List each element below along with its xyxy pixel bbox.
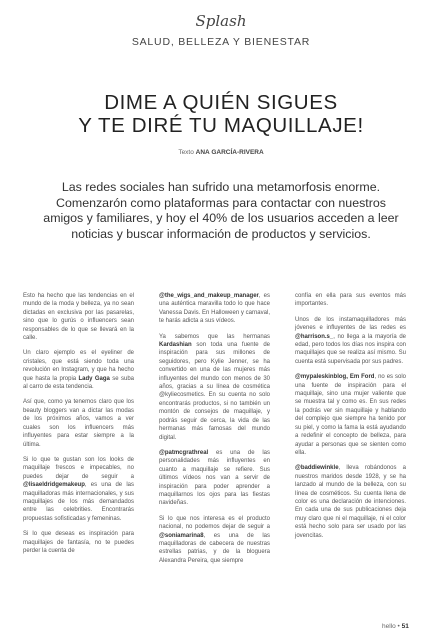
publication-name: hello xyxy=(382,623,396,630)
paragraph: Un claro ejemplo es el eyeliner de cristales, que está siendo toda una revolución en Instagram, y que ha hecho que hasta la propia Lady Gaga se suba al carro de esta tendencia. xyxy=(23,350,134,391)
paragraph: Si lo que te gustan son los looks de maquillaje frescos e impecables, no puedes dejar de seguir a @lisaeldridgemakeup, es una de las maquilladoras más internacionales, y sus maquillajes de los más demandados entre las celebrities. Encontrarás propuestas sofisticadas y femeninas. xyxy=(23,456,134,522)
paragraph: confía en ella para sus eventos más importantes. xyxy=(295,293,406,308)
body-column-3 xyxy=(295,292,406,547)
paragraph: Si lo que nos interesa es el producto nacional, no podemos dejar de seguir a @soniamarina8, es una de las maquilladoras de cabecera de nuestras estrellas patrias, y de la bloguera Alexandra Pereira, que siempre xyxy=(159,515,270,564)
paragraph: Así que, como ya tenemos claro que los beauty bloggers van a dictar las modas de los próximos años, vamos a ver cuales son los influencers más influyentes para estar siempre a la última. xyxy=(23,399,134,448)
section-title: SALUD, BELLEZA Y BIENESTAR xyxy=(131,36,311,48)
paragraph: Esto ha hecho que las tendencias en el mundo de la moda y belleza, ya no sean dictadas en exclusiva por las pasarelas, sino que lo gurús o influencers sean responsables de lo que se llevará en la calle. xyxy=(23,293,134,342)
page-footer: hello • 51 xyxy=(382,623,409,630)
paragraph: Unos de los instamaquilladores más jóvenes e influyentes de las redes es @harrison.s_, no llega a la mayoría de edad, pero todos los días nos inspira con maquillajes que se realiza así mismo. Su cuenta está supervisada por sus padres. xyxy=(295,316,406,365)
body-column-2 xyxy=(159,292,270,572)
byline xyxy=(0,149,442,156)
byline-prefix: Texto xyxy=(178,149,194,156)
paragraph: @patmcgrathreal es una de las personalidades más influyentes en cuanto a maquillaje se refiere. Sus últimos vídeos nos van a servir de inspiración para poder aprender a maquillarnos los ojos para las fiestas navideñas. xyxy=(159,449,270,507)
paragraph: @baddiewinkle, lleva robándonos a nuestros maridos desde 1928, y se ha lanzado al mundo de la belleza, con su línea de cosméticos. Su cuenta llena de color es una declaración de intenciones. En cada una de sus publicaciones deja muy claro que ni el maquillaje, ni el color está hecho solo para ser usado por las jovencitas. xyxy=(295,465,406,539)
paragraph: Ya sabemos que las hermanas Kardashian son toda una fuente de inspiración para sus millones de seguidores, pero Kylie Jenner, se ha convertido en una de las mujeres más influyentes del mundo con menos de 30 años, gracias a su línea de cosmética @kyliecosmetics. En su cuenta no solo encontrarás productos, si no también un montón de consejos de maquillaje, y podrás seguir de cerca, la vida de las hermanas más famosas del mundo digital. xyxy=(159,333,270,441)
article-title-line-2: Y TE DIRÉ TU MAQUILLAJE! xyxy=(78,114,364,137)
section-script-title: Splash xyxy=(195,12,247,30)
paragraph: @mypaleskinblog, Em Ford, no es solo una fuente de inspiración para el maquillaje, sino una mujer valiente que se muestra tal y como es. En sus redes la podrás ver sin maquillaje y hablando del complejo que siempre ha tenido por su piel, y como la fama la está ayudando a redefinir el concepto de belleza, para ayudar a personas que se sienten como ella. xyxy=(295,374,407,456)
byline-author: ANA GARCÍA-RIVERA xyxy=(195,149,264,156)
paragraph: @the_wigs_and_makeup_manager, es una auténtica maravilla todo lo que hace Vanessa Davis. En Halloween y carnaval, te harás adicta a sus vídeos. xyxy=(159,293,270,325)
lead-paragraph: Las redes sociales han sufrido una metamorfosis enorme. Comenzarón como plataformas para contactar con nuestros amigos y familiares, y hoy el 40% de los usuarios acceden a leer noticias y buscar información de productos y servicios. xyxy=(43,180,399,241)
article-title xyxy=(0,91,442,137)
page-number: 51 xyxy=(401,623,409,630)
body-column-1 xyxy=(23,292,134,562)
article-title-line-1: DIME A QUIÉN SIGUES xyxy=(104,91,338,114)
paragraph: Si lo que deseas es inspiración para maquillajes de fantasía, no te puedes perder la cuenta de xyxy=(23,531,134,554)
